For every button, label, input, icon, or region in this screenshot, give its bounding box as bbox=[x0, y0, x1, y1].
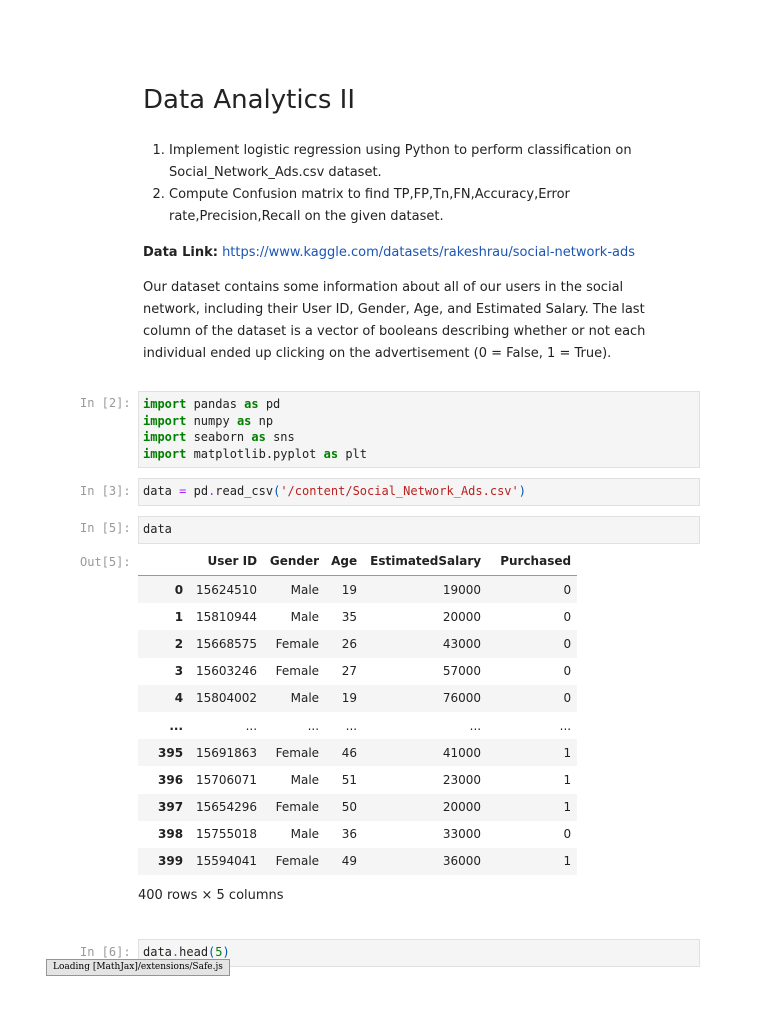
paren: ) bbox=[222, 945, 230, 959]
table-cell: 20000 bbox=[442, 609, 482, 624]
code-line bbox=[143, 447, 367, 461]
row-index: ... bbox=[169, 718, 184, 733]
table-cell: 0 bbox=[563, 582, 572, 597]
function-name: head bbox=[179, 945, 209, 959]
table-cell: 19 bbox=[341, 691, 358, 706]
module-name: seaborn bbox=[186, 430, 252, 444]
table-cell: 36 bbox=[341, 827, 358, 842]
paren: ( bbox=[208, 945, 216, 959]
table-cell: 57000 bbox=[442, 664, 482, 679]
input-prompt: In [2]: bbox=[80, 396, 131, 410]
row-index: 1 bbox=[174, 609, 184, 624]
paren: ( bbox=[273, 484, 281, 498]
code-input[interactable] bbox=[138, 478, 700, 506]
keyword: import bbox=[143, 413, 187, 428]
table-cell: 1 bbox=[563, 854, 572, 869]
row-index: 3 bbox=[174, 664, 184, 679]
task-item: 2. Compute Confusion matrix to find TP,FP,Tn,FN,Accuracy,Error rate,Precision,Recall on the given dataset. bbox=[169, 184, 673, 228]
table-cell: Male bbox=[290, 691, 320, 706]
table-cell: 15668575 bbox=[195, 636, 258, 651]
table-cell: 49 bbox=[341, 854, 358, 869]
table-cell: Male bbox=[290, 827, 320, 842]
table-cell: 26 bbox=[341, 636, 358, 651]
table-row bbox=[138, 685, 577, 712]
table-cell: 15755018 bbox=[195, 827, 258, 842]
table-cell: 33000 bbox=[442, 827, 482, 842]
index-header bbox=[138, 546, 189, 576]
column-header: User ID bbox=[189, 546, 263, 576]
table-cell: 1 bbox=[563, 800, 572, 815]
table-row bbox=[138, 712, 577, 739]
alias: sns bbox=[265, 430, 295, 444]
row-index: 4 bbox=[174, 691, 184, 706]
table-row bbox=[138, 603, 577, 630]
keyword: import bbox=[143, 430, 187, 444]
table-cell: 15804002 bbox=[195, 691, 258, 706]
table-cell: 0 bbox=[563, 609, 572, 624]
code-input[interactable] bbox=[138, 391, 700, 468]
keyword: as bbox=[251, 430, 266, 444]
operator: . bbox=[208, 484, 216, 498]
function-name: read_csv bbox=[215, 484, 274, 498]
keyword: import bbox=[143, 397, 187, 411]
alias: np bbox=[251, 413, 274, 428]
row-index: 399 bbox=[158, 854, 184, 869]
table-cell: 35 bbox=[341, 609, 358, 624]
table-cell: 19 bbox=[341, 582, 358, 597]
mathjax-status: Loading [MathJax]/extensions/Safe.js bbox=[46, 959, 230, 976]
table-cell: Male bbox=[290, 609, 320, 624]
table-row bbox=[138, 658, 577, 685]
code-line bbox=[143, 397, 280, 411]
alias: plt bbox=[338, 446, 367, 461]
row-index: 2 bbox=[174, 636, 184, 651]
table-cell: 0 bbox=[563, 827, 572, 842]
keyword: as bbox=[236, 413, 252, 428]
variable: data bbox=[143, 945, 172, 959]
input-prompt: In [5]: bbox=[80, 521, 131, 535]
dataframe-table bbox=[138, 546, 577, 875]
module-name: numpy bbox=[186, 413, 237, 428]
table-row bbox=[138, 848, 577, 875]
task-item: 1. Implement logistic regression using Python to perform classification on Social_Network_Ads.csv dataset. bbox=[169, 140, 673, 184]
code-input[interactable]: data bbox=[138, 516, 700, 544]
module-ref: pd bbox=[193, 484, 209, 498]
table-row bbox=[138, 739, 577, 766]
table-row bbox=[138, 576, 577, 604]
table-cell: ... bbox=[469, 718, 482, 733]
table-cell: Female bbox=[275, 636, 320, 651]
table-cell: 51 bbox=[341, 772, 358, 787]
column-header: Purchased bbox=[487, 546, 577, 576]
table-cell: 76000 bbox=[442, 691, 482, 706]
table-cell: Female bbox=[275, 745, 320, 760]
table-cell: 15691863 bbox=[195, 745, 258, 760]
table-cell: 1 bbox=[563, 772, 572, 787]
table-cell: 15706071 bbox=[195, 772, 258, 787]
data-link-label: Data Link: bbox=[143, 245, 218, 260]
table-body bbox=[138, 576, 577, 876]
dataframe-shape: 400 rows × 5 columns bbox=[138, 888, 284, 903]
table-cell: 15654296 bbox=[195, 800, 258, 815]
keyword: as bbox=[244, 397, 259, 411]
module-name: pandas bbox=[186, 397, 245, 411]
table-cell: 0 bbox=[563, 636, 572, 651]
operator: . bbox=[171, 945, 180, 959]
table-cell: Female bbox=[275, 800, 320, 815]
code-line bbox=[143, 414, 273, 428]
markdown-cell[interactable] bbox=[143, 80, 673, 378]
table-cell: Male bbox=[290, 582, 320, 597]
operator: = bbox=[179, 484, 187, 498]
variable: data bbox=[143, 484, 172, 498]
table-cell: 43000 bbox=[442, 636, 482, 651]
page-title: Data Analytics II bbox=[143, 85, 356, 115]
table-cell: 46 bbox=[341, 745, 358, 760]
row-index: 397 bbox=[158, 800, 184, 815]
code-line bbox=[143, 430, 295, 444]
table-cell: 41000 bbox=[442, 745, 482, 760]
table-cell: 0 bbox=[563, 691, 572, 706]
row-index: 396 bbox=[158, 772, 184, 787]
dataset-description: Our dataset contains some information about all of our users in the social network, including their User ID, Gender, Age, and Estimated Salary. The last column of the dataset is a vector of booleans describing whether or not each individual ended up clicking on the advertisement (0 = False, 1 = True). bbox=[143, 280, 646, 361]
row-index: 0 bbox=[174, 582, 184, 597]
column-header: EstimatedSalary bbox=[363, 546, 487, 576]
table-cell: 23000 bbox=[442, 772, 482, 787]
table-cell: 19000 bbox=[442, 582, 482, 597]
table-cell: ... bbox=[345, 718, 358, 733]
module-name: matplotlib.pyplot bbox=[186, 446, 324, 461]
table-cell: 15603246 bbox=[195, 664, 258, 679]
column-header: Gender bbox=[263, 546, 325, 576]
table-cell: ... bbox=[559, 718, 572, 733]
table-cell: 20000 bbox=[442, 800, 482, 815]
table-header-row bbox=[138, 546, 577, 576]
number-literal: 5 bbox=[215, 945, 223, 959]
table-cell: 27 bbox=[341, 664, 358, 679]
task-list bbox=[143, 140, 673, 228]
table-cell: 1 bbox=[563, 745, 572, 760]
string-literal: '/content/Social_Network_Ads.csv' bbox=[280, 484, 519, 498]
table-cell: ... bbox=[245, 718, 258, 733]
output-prompt: Out[5]: bbox=[80, 555, 131, 569]
data-link[interactable]: https://www.kaggle.com/datasets/rakeshrau/social-network-ads bbox=[222, 245, 636, 260]
keyword: import bbox=[143, 446, 187, 461]
table-row bbox=[138, 794, 577, 821]
row-index: 398 bbox=[158, 827, 184, 842]
row-index: 395 bbox=[158, 745, 184, 760]
input-prompt: In [3]: bbox=[80, 484, 131, 498]
column-header: Age bbox=[325, 546, 363, 576]
table-cell: Female bbox=[275, 664, 320, 679]
table-row bbox=[138, 630, 577, 657]
table-cell: 36000 bbox=[442, 854, 482, 869]
table-cell: Female bbox=[275, 854, 320, 869]
table-row bbox=[138, 821, 577, 848]
paren: ) bbox=[518, 484, 526, 498]
keyword: as bbox=[323, 446, 339, 461]
table-cell: 15624510 bbox=[195, 582, 258, 597]
table-cell: Male bbox=[290, 772, 320, 787]
data-link-line bbox=[143, 242, 673, 264]
table-cell: 50 bbox=[341, 800, 358, 815]
input-prompt: In [6]: bbox=[80, 945, 131, 959]
table-cell: 15810944 bbox=[195, 609, 258, 624]
table-cell: ... bbox=[307, 718, 320, 733]
table-cell: 15594041 bbox=[195, 854, 258, 869]
table-cell: 0 bbox=[563, 664, 572, 679]
alias: pd bbox=[258, 397, 281, 411]
table-row bbox=[138, 766, 577, 793]
